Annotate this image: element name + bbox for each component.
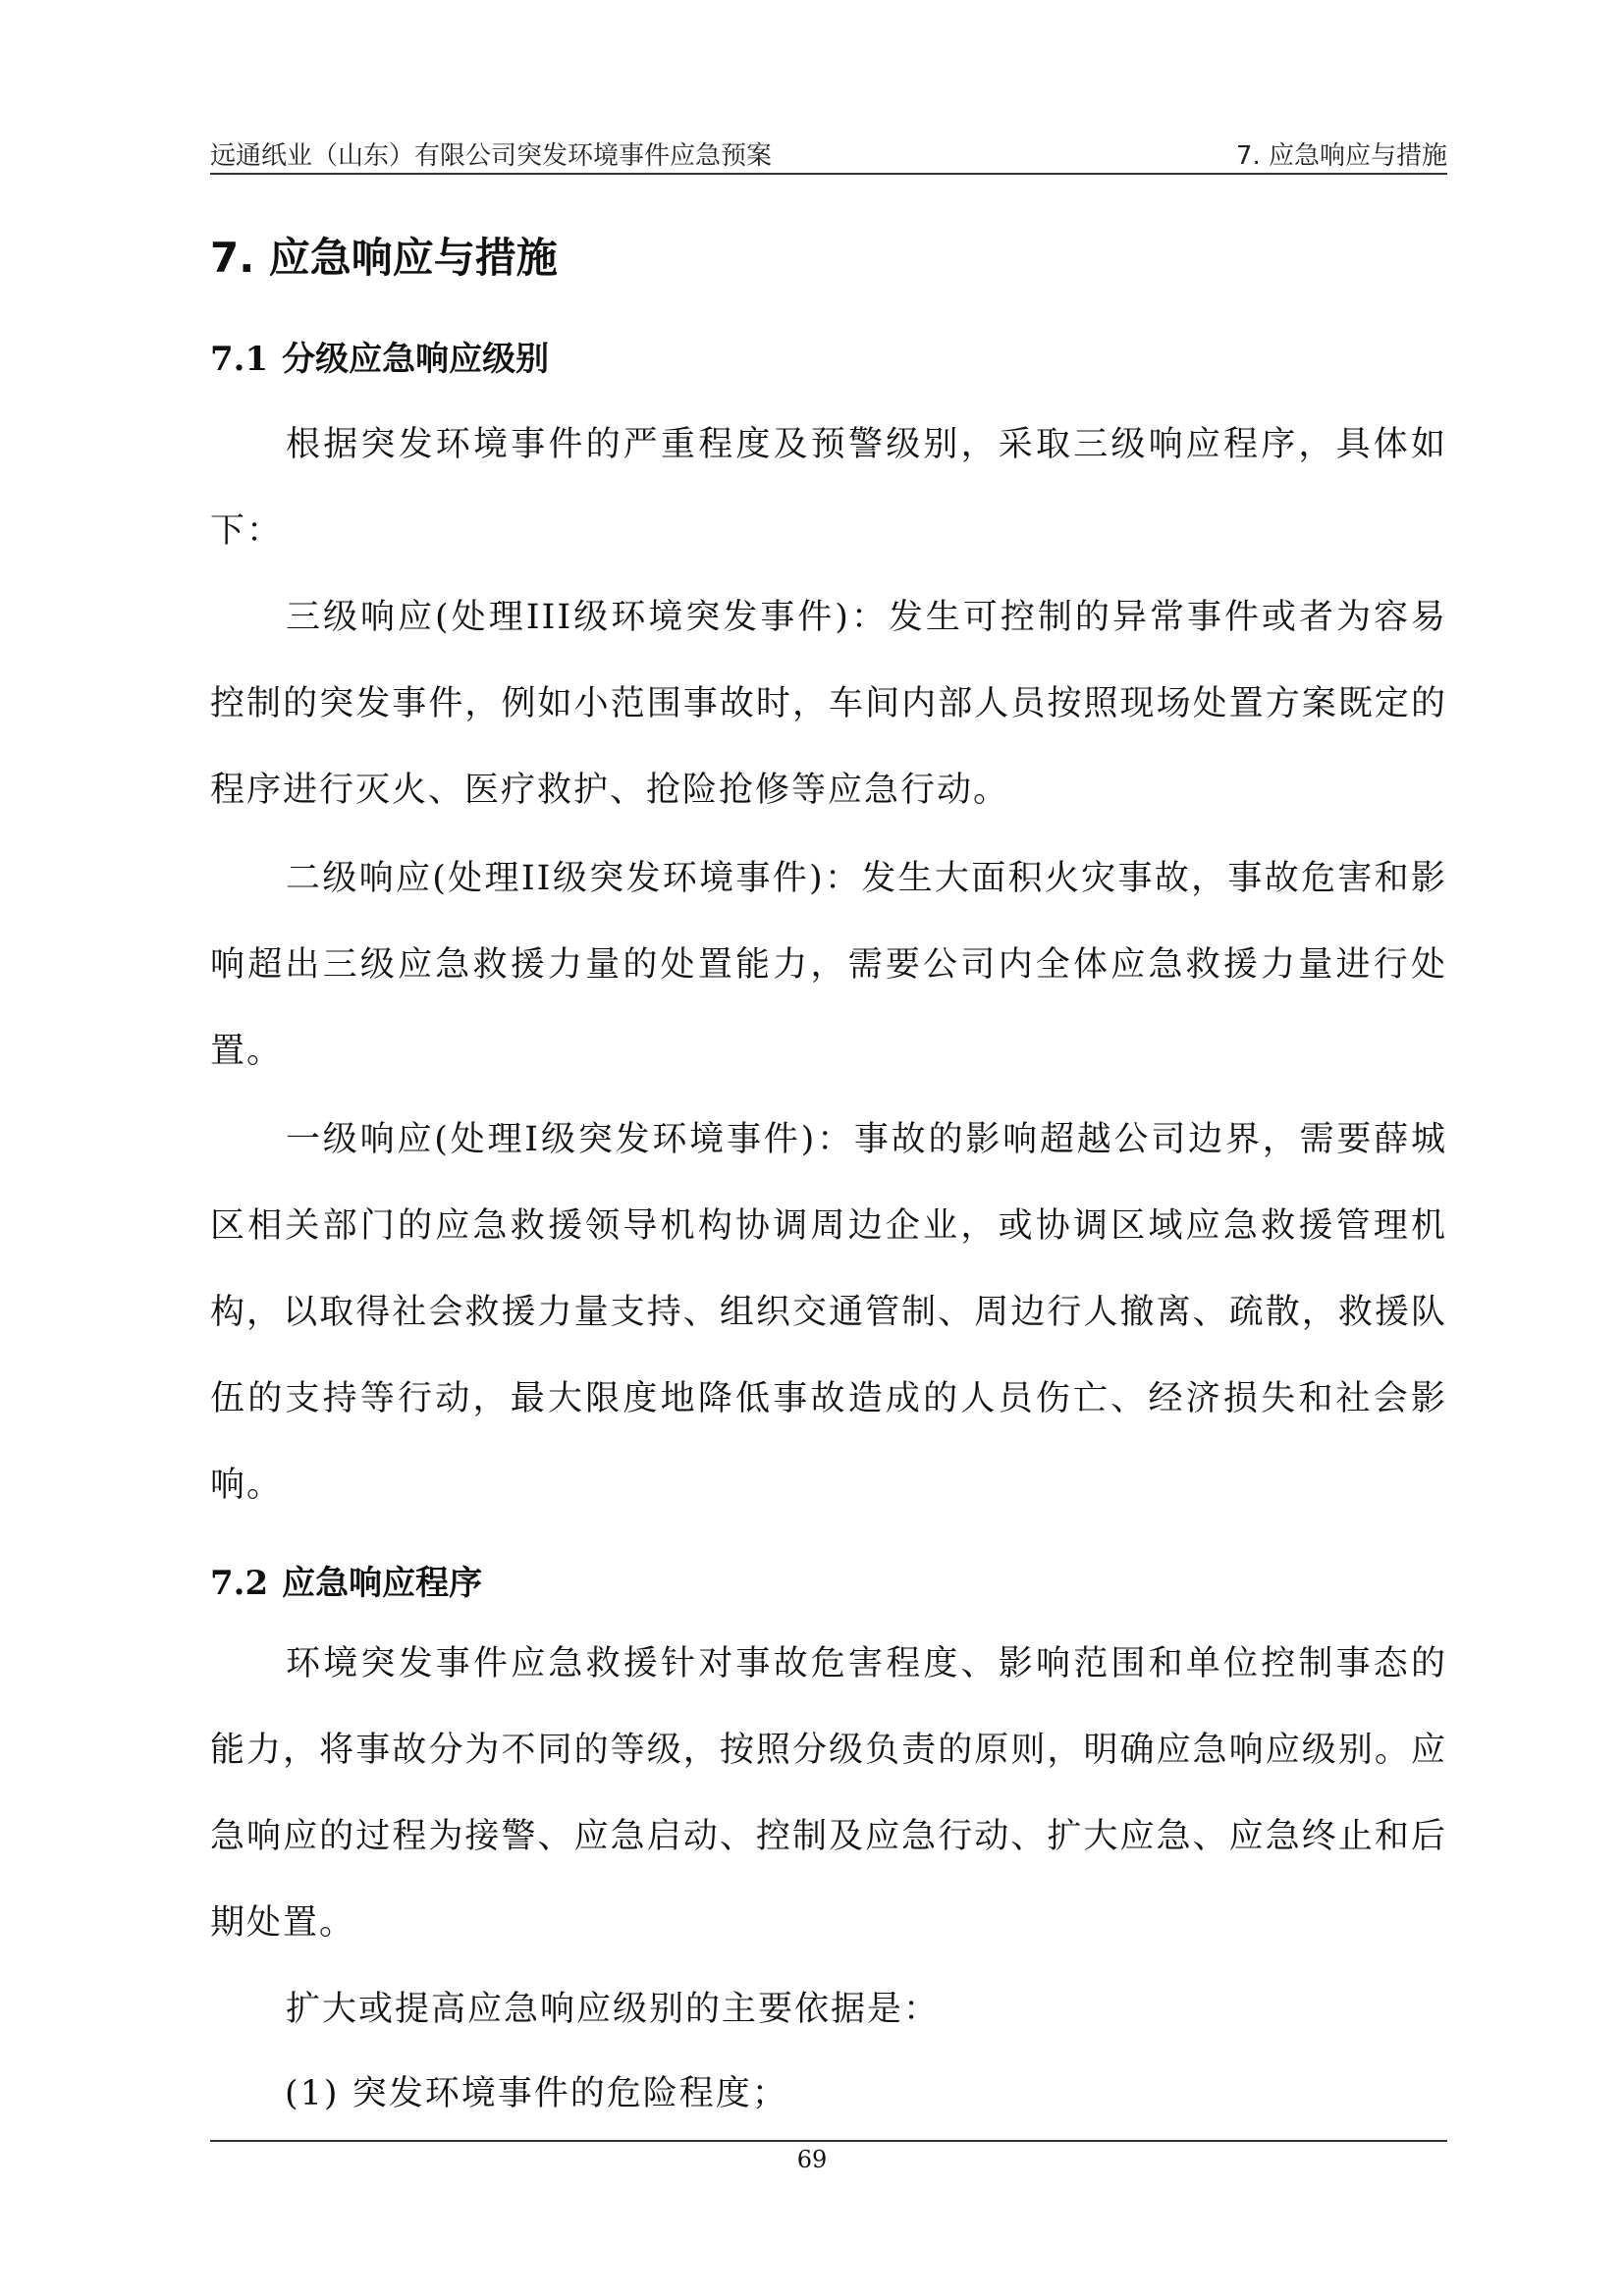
- chapter-heading: 7. 应急响应与措施: [210, 234, 558, 282]
- list-item: (1) 突发环境事件的危险程度；: [285, 2074, 788, 2113]
- page-header: [210, 135, 1447, 175]
- section-heading-7-1: [210, 332, 549, 380]
- paragraph: 扩大或提高应急响应级别的主要依据是：: [286, 1990, 941, 2029]
- section-heading-7-2: [210, 1556, 482, 1604]
- section-title-text: 分级应急响应级别: [282, 340, 550, 379]
- header-chapter-title: 7. 应急响应与措施: [1235, 141, 1447, 171]
- paragraph: 一级响应(处理I级突发环境事件)：事故的影响超越公司边界，需要薛城区相关部门的应急救援领导机构协调周边企业，或协调区域应急救援管理机构，以取得社会救援力量支持、组织交通管制、周边行人撤离、疏散，救援队伍的支持等行动，最大限度地降低事故造成的人员伤亡、经济损失和社会影响。: [210, 1120, 1447, 1505]
- section-number: 7.2: [210, 1564, 269, 1603]
- page-number: 69: [796, 2146, 828, 2173]
- paragraph: 三级响应(处理III级环境突发事件)：发生可控制的异常事件或者为容易控制的突发事件，例如小范围事故时，车间内部人员按照现场处置方案既定的程序进行灭火、医疗救护、抢险抢修等应急行动。: [210, 598, 1447, 810]
- header-document-title: 远通纸业（山东）有限公司突发环境事件应急预案: [210, 141, 773, 171]
- section-title-text: 应急响应程序: [282, 1564, 483, 1603]
- paragraph: 环境突发事件应急救援针对事故危害程度、影响范围和单位控制事态的能力，将事故分为不同的等级，按照分级负责的原则，明确应急响应级别。应急响应的过程为接警、应急启动、控制及应急行动、扩大应急、应急终止和后期处置。: [210, 1644, 1447, 1943]
- paragraph: 二级响应(处理II级突发环境事件)：发生大面积火灾事故，事故危害和影响超出三级应急救援力量的处置能力，需要公司内全体应急救援力量进行处置。: [210, 859, 1447, 1071]
- section-number: 7.1: [210, 340, 269, 379]
- footer-divider: [210, 2140, 1447, 2142]
- paragraph: 根据突发环境事件的严重程度及预警级别，采取三级响应程序，具体如下：: [210, 425, 1447, 551]
- header-divider: [210, 173, 1447, 175]
